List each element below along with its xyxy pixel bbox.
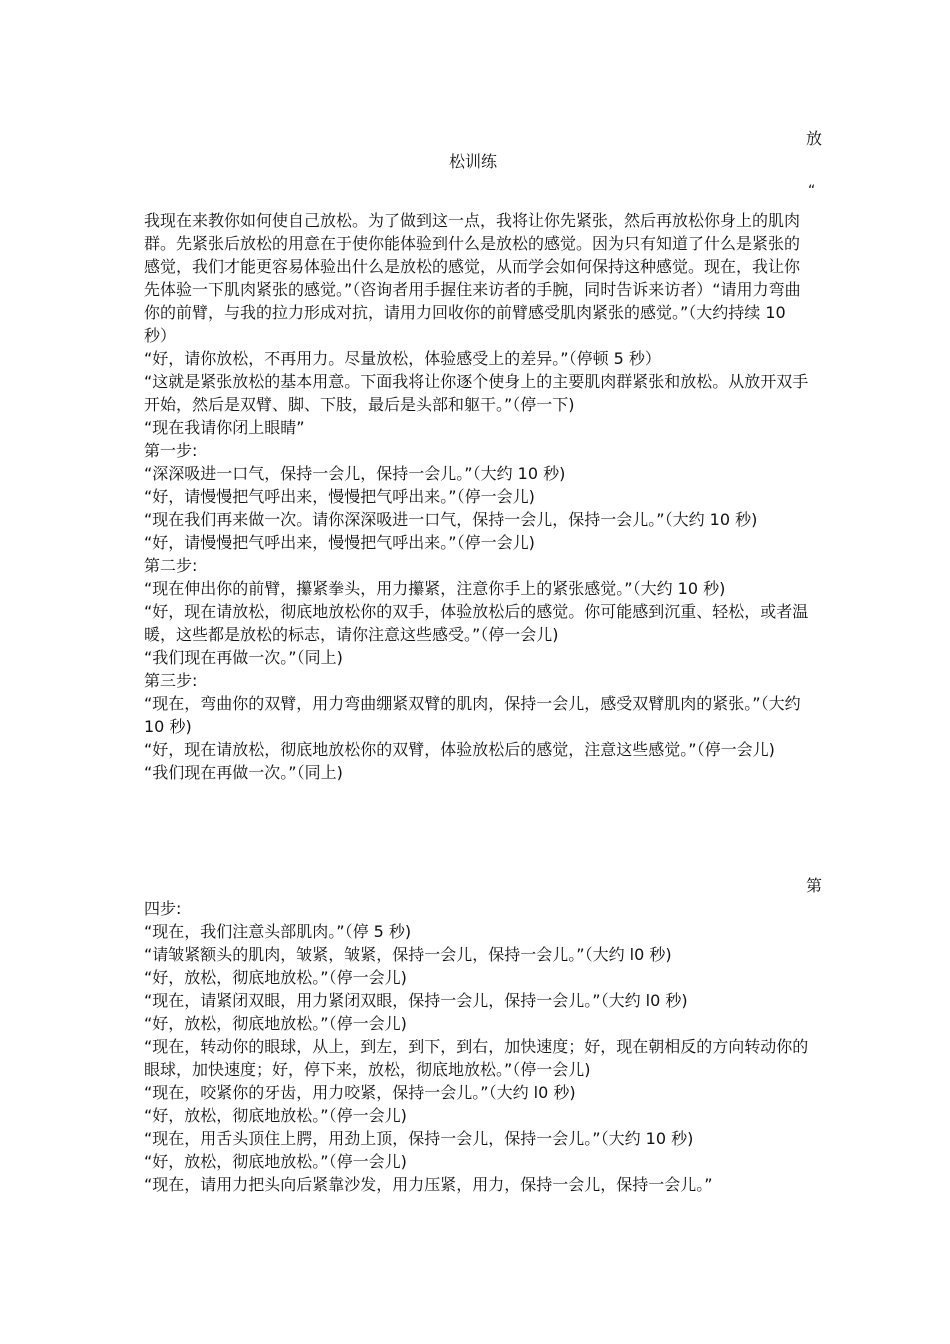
section-one-body xyxy=(144,209,812,784)
section-two-body xyxy=(144,897,812,1196)
paragraph: “现在，弯曲你的双臂，用力弯曲绷紧双臂的肌肉，保持一会儿，感受双臂肌肉的紧张。”（大约 10 秒) xyxy=(144,694,801,736)
paragraph: “请皱紧额头的肌肉，皱紧，皱紧，保持一会儿，保持一会儿。”（大约 l0 秒) xyxy=(144,945,672,964)
paragraph: “深深吸进一口气，保持一会儿，保持一会儿。”（大约 10 秒) xyxy=(144,464,566,483)
document-title: 松训练 xyxy=(449,152,498,171)
step-heading: 第一步: xyxy=(144,441,198,460)
paragraph: “现在，请紧闭双眼，用力紧闭双眼，保持一会儿，保持一会儿。”（大约 l0 秒) xyxy=(144,991,688,1010)
title-fragment-1: 放 xyxy=(806,129,823,148)
paragraph: “好，放松，彻底地放松。”（停一会儿) xyxy=(144,1014,407,1033)
opening-quote-mark: “ xyxy=(808,183,816,199)
paragraph: “好，请慢慢把气呼出来，慢慢把气呼出来。”（停一会儿) xyxy=(144,533,535,552)
paragraph: “好，放松，彻底地放松。”（停一会儿) xyxy=(144,1106,407,1125)
paragraph: “现在我们再来做一次。请你深深吸进一口气，保持一会儿，保持一会儿。”（大约 10 秒) xyxy=(144,510,758,529)
paragraph: “现在，转动你的眼球，从上，到左，到下，到右，加快速度；好，现在朝相反的方向转动你的眼球，加快速度；好，停下来，放松，彻底地放松。”（停一会儿) xyxy=(144,1037,809,1079)
paragraph: “好，请慢慢把气呼出来，慢慢把气呼出来。”（停一会儿) xyxy=(144,487,535,506)
paragraph: “现在，我们注意头部肌肉。”（停 5 秒) xyxy=(144,922,412,941)
paragraph: “现在，用舌头顶住上腭，用劲上顶，保持一会儿，保持一会儿。”（大约 10 秒) xyxy=(144,1129,694,1148)
paragraph: “现在我请你闭上眼睛” xyxy=(144,418,305,437)
paragraph: “这就是紧张放松的基本用意。下面我将让你逐个使身上的主要肌肉群紧张和放松。从放开双手开始，然后是双臂、脚、下肢，最后是头部和躯干。”（停一下) xyxy=(144,372,809,414)
intro-paragraph: 我现在来教你如何使自己放松。为了做到这一点，我将让你先紧张，然后再放松你身上的肌肉群。先紧张后放松的用意在于使你能体验到什么是放松的感觉。因为只有知道了什么是紧张的感觉，我们才能更容易体验出什么是放松的感觉，从而学会如何保持这种感觉。现在，我让你先体验一下肌肉紧张的感觉。”（咨询者用手握住来访者的手腕，同时告诉来访者）“请用力弯曲你的前臂，与我的拉力形成对抗，请用力回收你的前臂感受肌肉紧张的感觉。”（大约持续 10 秒） xyxy=(144,211,801,345)
step-four-fragment: 第 xyxy=(806,876,823,895)
step-heading: 四步: xyxy=(144,899,182,918)
paragraph: “好，放松，彻底地放松。”（停一会儿) xyxy=(144,968,407,987)
step-heading: 第二步: xyxy=(144,556,198,575)
paragraph: “现在，咬紧你的牙齿，用力咬紧，保持一会儿。”（大约 l0 秒) xyxy=(144,1083,576,1102)
step-heading: 第三步: xyxy=(144,671,198,690)
paragraph: “我们现在再做一次。”（同上) xyxy=(144,648,343,667)
paragraph: “好，放松，彻底地放松。”（停一会儿) xyxy=(144,1152,407,1171)
paragraph: “好，现在请放松，彻底地放松你的双臂，体验放松后的感觉，注意这些感觉。”（停一会儿) xyxy=(144,740,775,759)
paragraph: “现在，请用力把头向后紧靠沙发，用力压紧，用力，保持一会儿，保持一会儿。” xyxy=(144,1175,713,1194)
paragraph: “现在伸出你的前臂，攥紧拳头，用力攥紧，注意你手上的紧张感觉。”（大约 10 秒) xyxy=(144,579,726,598)
paragraph: “好，请你放松，不再用力。尽量放松，体验感受上的差异。”（停顿 5 秒） xyxy=(144,349,661,368)
paragraph: “好，现在请放松，彻底地放松你的双手，体验放松后的感觉。你可能感到沉重、轻松，或者温暖，这些都是放松的标志，请你注意这些感受。”（停一会儿) xyxy=(144,602,809,644)
paragraph: “我们现在再做一次。”（同上) xyxy=(144,763,343,782)
